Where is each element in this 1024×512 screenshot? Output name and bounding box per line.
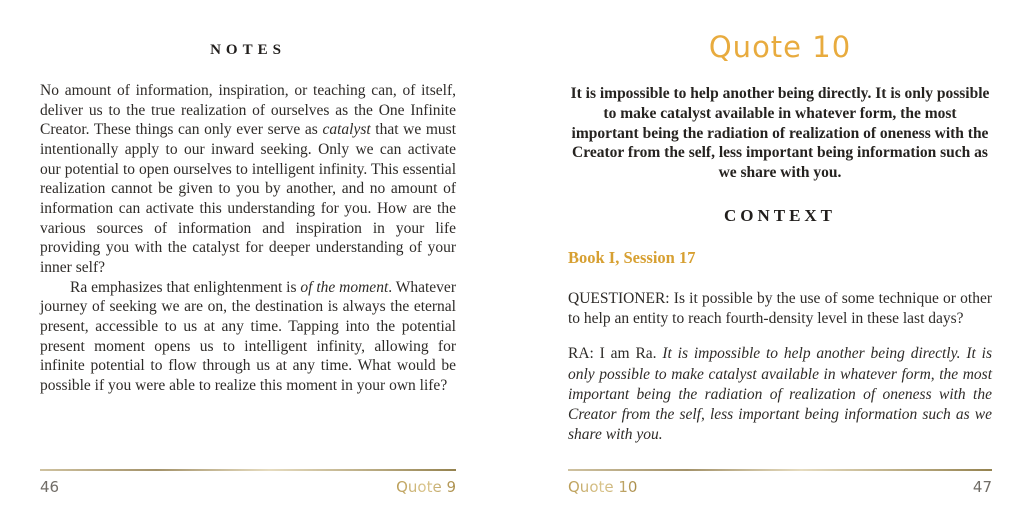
footer-rule (40, 469, 456, 471)
left-page-footer (40, 469, 456, 496)
notes-heading: NOTES (210, 42, 286, 58)
quote-text: It is impossible to help another being directly. It is only possible to make catalyst available in whatever form, the most important being the radiation of realization of oneness with the Creator from the self, less important being information such as we share with you. (570, 85, 990, 182)
ra-prefix: RA: I am Ra. (568, 345, 663, 363)
page-number: 47 (972, 478, 992, 496)
page-number: 46 (40, 478, 60, 496)
notes-p2-italic: of the moment (300, 278, 389, 296)
notes-p1-text: No amount of information, inspiration, or teaching can, of itself, deliver us to the true realization of ourselves as the One Infinite Creator. These things can only ever serve as (40, 82, 456, 139)
notes-p1-text-cont: that we must intentionally apply to our inward seeking. Only we can activate our potential to open ourselves to intelligent infinity. This essential realization cannot be given to you by another, and no amount of information can activate this understanding for you. How are the various sources of information and inspiration in your life providing you with the catalyst for deeper understanding of your inner self? (40, 121, 456, 277)
notes-p2-text-cont: . Whatever journey of seeking we are on, the destination is always the eternal present, accessible to us at any time. Tapping into the potential present moment opens us to intelligent infinity, allowing for infinite potential to flow through us at any time. What would be possible if you were able to realize this moment in your own life? (40, 278, 456, 395)
ra-paragraph (568, 344, 992, 445)
session-reference: Book I, Session 17 (568, 248, 696, 268)
quote-title: Quote 10 (708, 30, 852, 64)
notes-paragraph-1 (40, 81, 456, 278)
right-page-footer (568, 469, 992, 496)
footer-rule (568, 469, 992, 471)
ra-quote-italic: It is impossible to help another being directly. It is only possible to make catalyst available in whatever form, the most important being the radiation of realization of oneness with the Creator from the self, less important being information such as we share with you. (568, 345, 992, 443)
right-page (512, 0, 1024, 512)
context-heading: CONTEXT (723, 206, 837, 226)
running-quote-label: Quote 9 (396, 478, 456, 496)
questioner-paragraph: QUESTIONER: Is it possible by the use of some technique or other to help an entity to reach fourth-density level in these last days? (568, 290, 992, 328)
notes-paragraph-2 (40, 278, 456, 396)
running-quote-label: Quote 10 (568, 478, 638, 496)
notes-p2-text: Ra emphasizes that enlightenment is (70, 278, 301, 296)
notes-p1-italic: catalyst (322, 121, 371, 139)
